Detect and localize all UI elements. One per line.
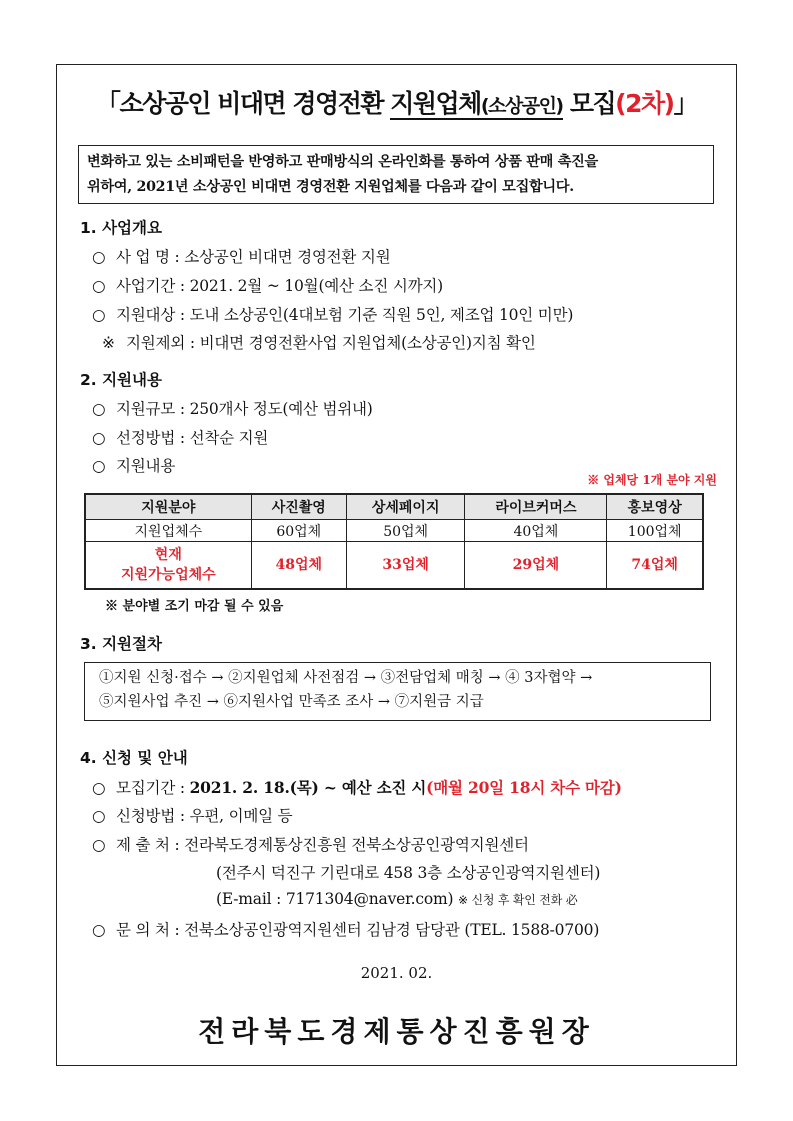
section4-heading: 4. 신청 및 안내 [80,749,188,767]
submit-line1: 제 출 처 : 전라북도경제통상진흥원 전북소상공인광역지원센터 [116,836,529,854]
intro-box [78,145,714,204]
period-deadline: (매월 20일 18시 차수 마감) [426,778,622,797]
table-cell: 100업체 [607,520,703,542]
table-cell: 지원업체수 [85,520,251,542]
bullet-icon: ○ [92,457,106,475]
procedure-line2: ⑤지원사업 추진 → ⑥지원사업 만족조 조사 → ⑦지원금 지급 [99,694,484,710]
table-cell: 50업체 [346,520,465,542]
title-part5: (2차) [615,89,674,118]
inquiry-text: 문 의 처 : 전북소상공인광역지원센터 김남경 담당관 (TEL. 1588-0700) [116,921,600,939]
title-underlined [390,89,562,120]
table-cell: 29업체 [465,542,607,590]
avail-label-line1: 현재 [154,547,182,563]
table-cell: 40업체 [465,520,607,542]
table-header: 홍보영상 [607,494,703,520]
page-title [56,84,737,120]
table-cell: 33업체 [346,542,465,590]
table-header-row [85,494,703,520]
s4-period [92,776,622,798]
title-part4: 모집 [569,89,616,118]
section2-heading: 2. 지원내용 [80,371,162,389]
table-row [85,520,703,542]
s1-item-4 [102,331,536,353]
procedure-box [84,662,711,721]
s1-item-2 [92,274,443,296]
title-part1: 소상공인 비대면 경영전환 [119,89,383,118]
intro-line1: 변화하고 있는 소비패턴을 반영하고 판매방식의 온라인화를 통하여 상품 판매 촉진을 [87,154,598,170]
table-header: 라이브커머스 [465,494,607,520]
section3-heading: 3. 지원절차 [80,635,162,653]
procedure-line1: ①지원 신청·접수 → ②지원업체 사전점검 → ③전담업체 매칭 → ④ 3자협약 → [99,670,593,686]
bullet-icon: ○ [92,400,106,418]
table-header: 지원분야 [85,494,251,520]
table-header: 상세페이지 [346,494,465,520]
bullet-icon: ○ [92,779,106,797]
s4-method [92,804,292,826]
allocation-table [84,493,704,590]
table-row-available [85,542,703,590]
s2-item-1 [92,397,373,419]
s2-item-3 [92,454,175,476]
early-close-note: ※ 분야별 조기 마감 될 수 있음 [105,599,284,614]
section1-heading: 1. 사업개요 [80,219,162,237]
s4-submit [92,833,529,855]
table-cell: 74업체 [607,542,703,590]
table-cell: 48업체 [251,542,346,590]
submit-line2: (전주시 덕진구 기린대로 458 3층 소상공인광역지원센터) [216,864,601,882]
s1-item-2-text: 사업기간 : 2021. 2월 ~ 10월(예산 소진 시까지) [116,277,444,295]
bullet-icon: ○ [92,429,106,447]
title-part2: 지원업체 [390,89,481,118]
bullet-icon: ○ [92,807,106,825]
table-cell-available-label [85,542,251,590]
s2-item-3-text: 지원내용 [116,457,176,475]
bullet-icon: ○ [92,248,106,266]
signature: 전라북도경제통상진흥원장 [198,1015,595,1048]
method-text: 신청방법 : 우편, 이메일 등 [116,807,293,825]
bullet-icon: ○ [92,836,106,854]
submit-note: ※ 신청 후 확인 전화 必 [458,893,578,907]
avail-label-line2: 지원가능업체수 [120,567,216,583]
table-cell: 60업체 [251,520,346,542]
s2-item-2 [92,426,268,448]
s1-item-1-text: 사 업 명 : 소상공인 비대면 경영전환 지원 [116,248,391,266]
s1-item-1 [92,245,390,267]
s2-item-1-text: 지원규모 : 250개사 정도(예산 범위내) [116,400,373,418]
submit-email: (E-mail : 7171304@naver.com) [216,890,454,908]
title-open-bracket: 「 [95,89,120,118]
bullet-icon: ○ [92,306,106,324]
s1-item-4-text: 지원제외 : 비대면 경영전환사업 지원업체(소상공인)지침 확인 [126,334,536,352]
intro-line2: 위하여, 2021년 소상공인 비대면 경영전환 지원업체를 다음과 같이 모집합니다. [87,179,574,195]
s2-item-2-text: 선정방법 : 선착순 지원 [116,429,269,447]
table-header: 사진촬영 [251,494,346,520]
s1-item-3-text: 지원대상 : 도내 소상공인(4대보험 기준 직원 5인, 제조업 10인 미만) [116,306,574,324]
period-label: 모집기간 : [116,779,190,797]
issue-date: 2021. 02. [360,964,433,982]
title-close-bracket: 」 [673,89,698,118]
title-part3: (소상공인) [480,95,563,117]
bullet-icon: ○ [92,921,106,939]
s1-item-3 [92,303,573,325]
period-value: 2021. 2. 18.(목) ~ 예산 소진 시 [189,778,427,797]
note-icon: ※ [102,334,115,352]
s4-inquiry [92,918,599,940]
bullet-icon: ○ [92,277,106,295]
table-note: ※ 업체당 1개 분야 지원 [587,473,717,487]
submit-line3 [216,890,578,908]
